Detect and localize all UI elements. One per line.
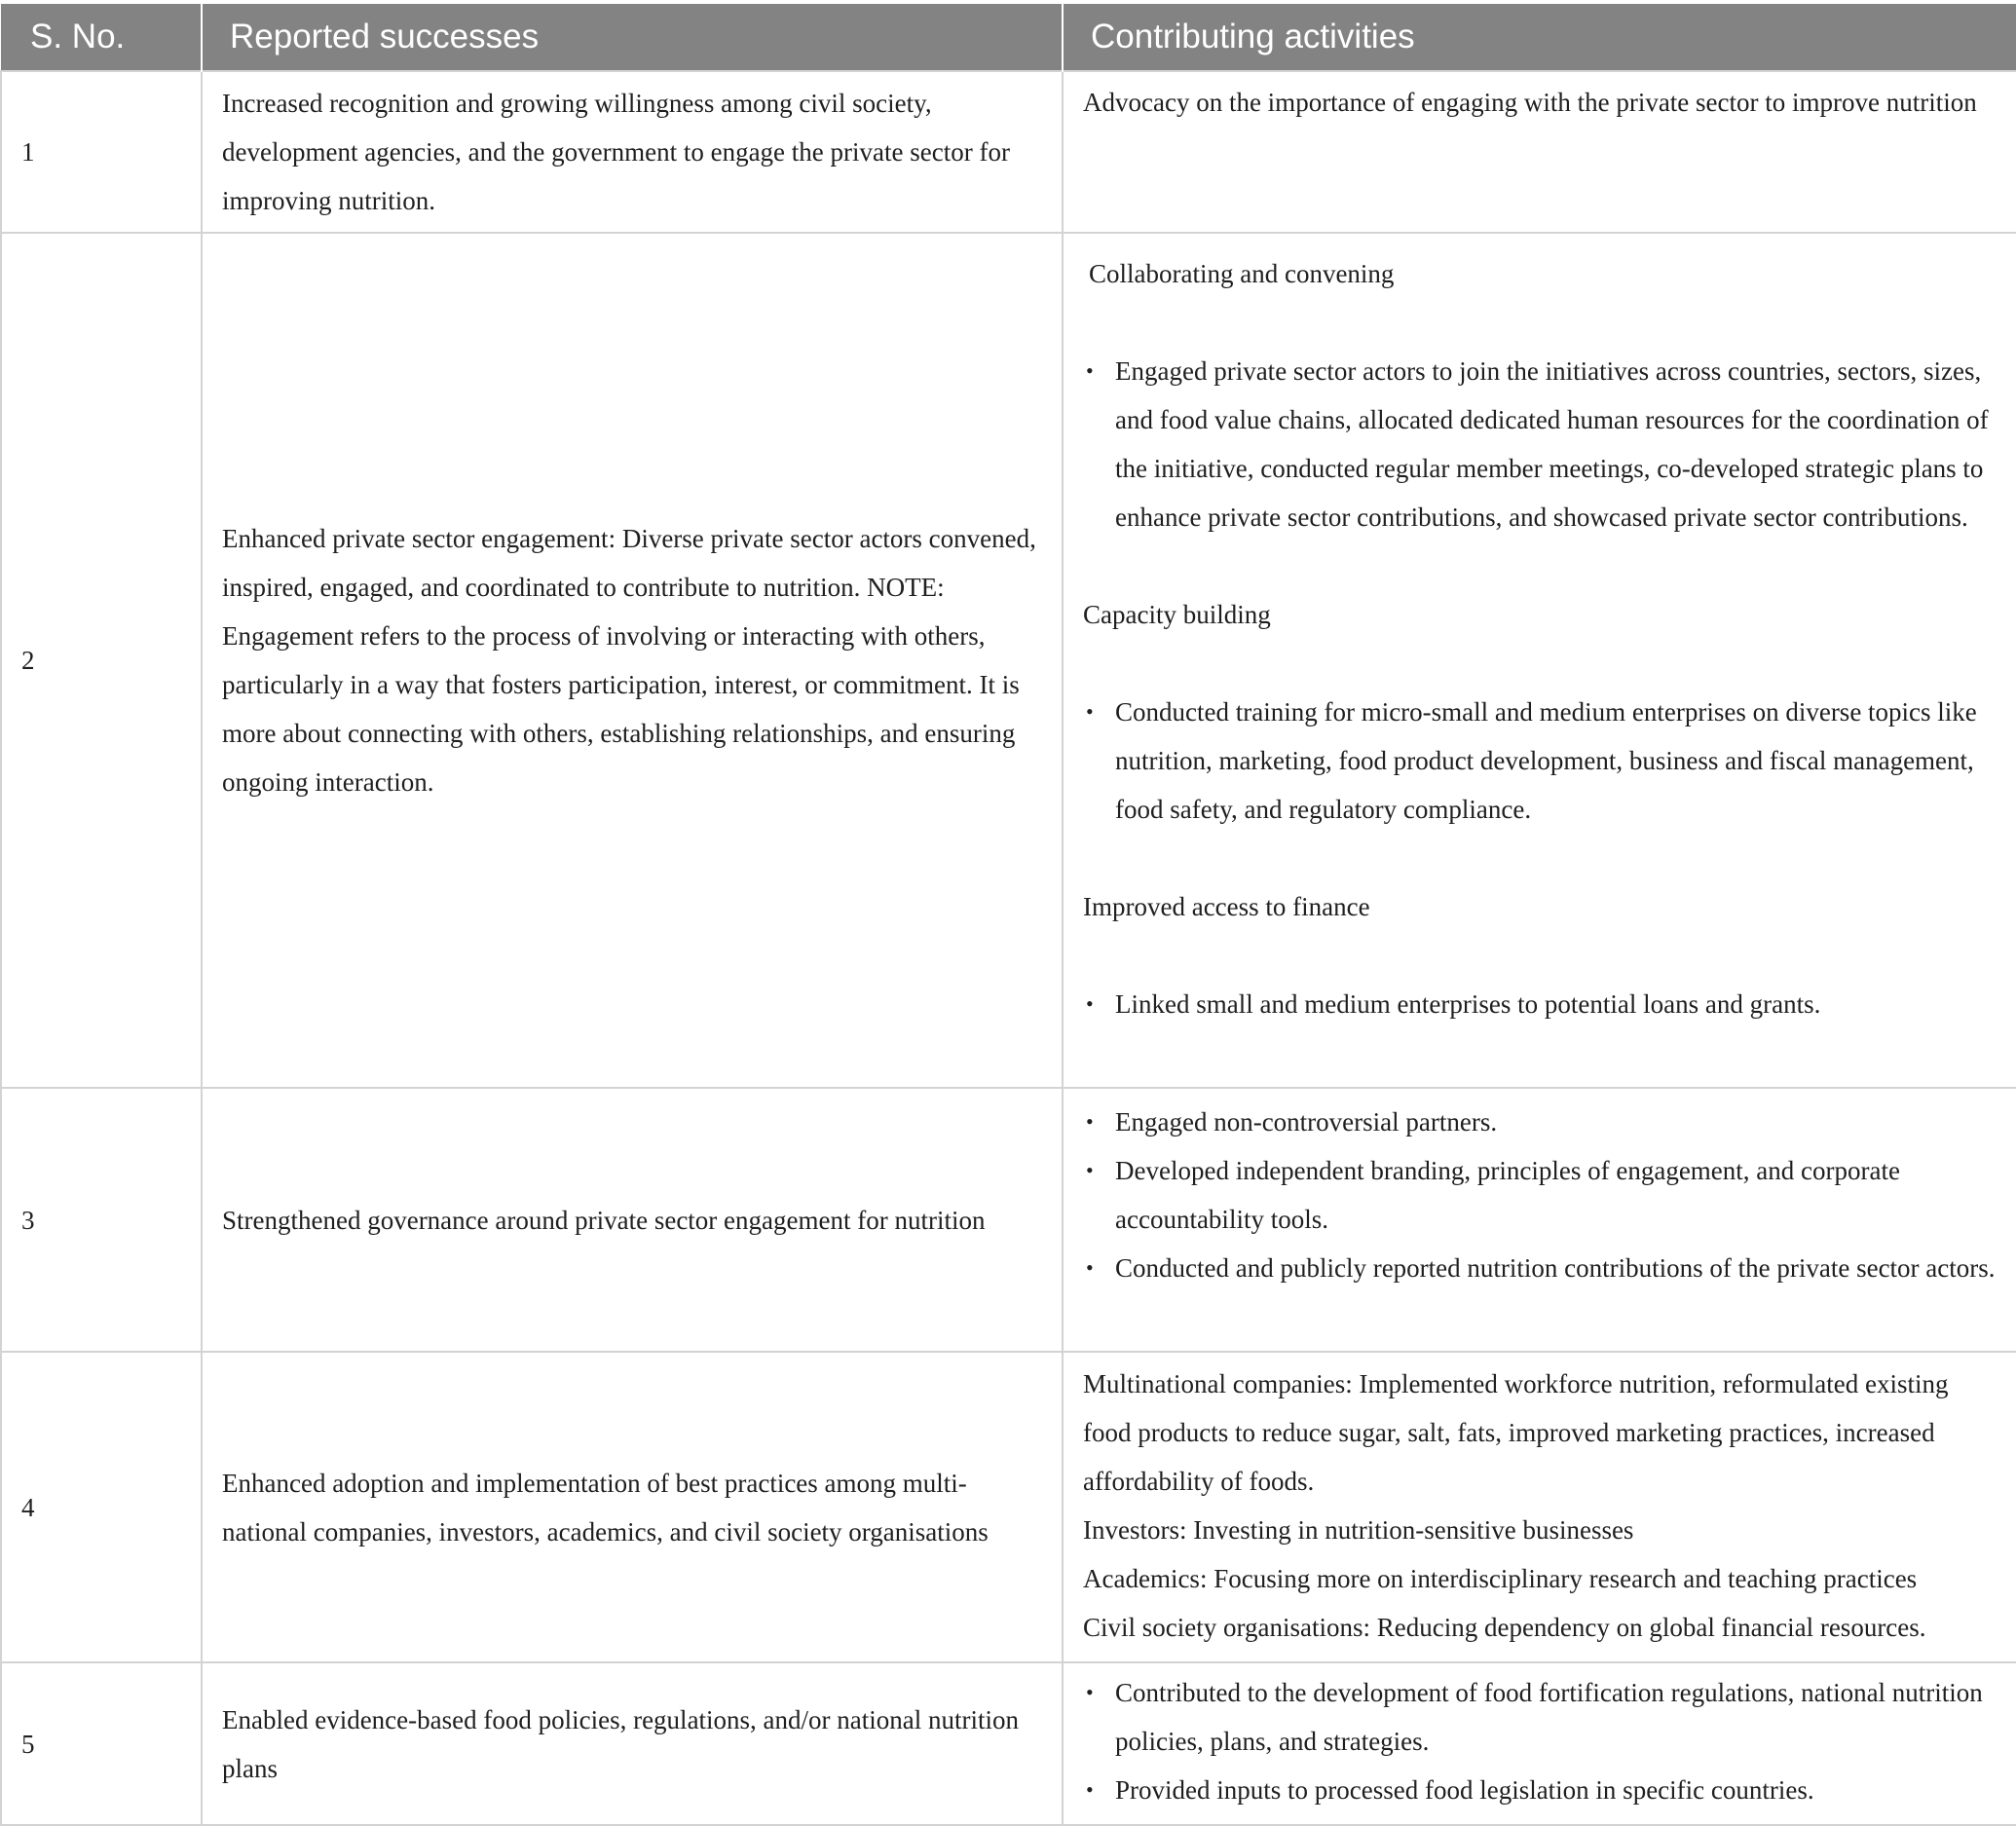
successes-table bbox=[0, 4, 2016, 1826]
row-number: 5 bbox=[1, 1662, 202, 1825]
row-number: 4 bbox=[1, 1352, 202, 1662]
table-row-2 bbox=[1, 233, 2016, 1088]
activity-bullet-list bbox=[1083, 1668, 1997, 1814]
header-row bbox=[1, 4, 2016, 71]
bullet-icon: • bbox=[1086, 699, 1094, 724]
activity-bullet-list bbox=[1083, 980, 1997, 1028]
activity-subheading: Improved access to finance bbox=[1083, 892, 1370, 921]
bullet-icon: • bbox=[1086, 358, 1094, 383]
contributing-activity bbox=[1063, 1352, 2016, 1662]
row-number: 3 bbox=[1, 1088, 202, 1352]
activity-bullet-list bbox=[1083, 688, 1997, 834]
bullet-icon: • bbox=[1086, 991, 1094, 1016]
contributing-activity bbox=[1063, 1662, 2016, 1825]
bullet-icon: • bbox=[1086, 1255, 1094, 1280]
contributing-activity bbox=[1063, 71, 2016, 233]
activity-line: Civil society organisations: Reducing dependency on global financial resources. bbox=[1083, 1613, 1926, 1642]
header-reported-successes: Reported successes bbox=[202, 4, 1063, 71]
activity-subheading: Capacity building bbox=[1083, 600, 1271, 629]
list-item: • Engaged private sector actors to join the initiatives across countries, sectors, sizes, and food value chains, allocated dedicated human resources for the coordination of the initiative, conducted regular member meetings, co-developed strategic plans to enhance private sector contributions, and showcased private sector contributions. bbox=[1083, 347, 1997, 541]
activity-bullet-list bbox=[1083, 347, 1997, 541]
header-sno: S. No. bbox=[1, 4, 202, 71]
activity-text: Advocacy on the importance of engaging with the private sector to improve nutrition bbox=[1083, 88, 1977, 117]
reported-success: Strengthened governance around private sector engagement for nutrition bbox=[202, 1088, 1063, 1352]
list-item: • Engaged non-controversial partners. bbox=[1083, 1098, 1997, 1146]
reported-success: Enhanced private sector engagement: Diverse private sector actors convened, inspired, engaged, and coordinated to contribute to nutrition. NOTE: Engagement refers to the process of involving or interacting with others, particularly in a way that fosters participation, interest, or commitment. It is more about connecting with others, establishing relationships, and ensuring ongoing interaction. bbox=[202, 233, 1063, 1088]
bullet-icon: • bbox=[1086, 1109, 1094, 1134]
list-item: • Linked small and medium enterprises to potential loans and grants. bbox=[1083, 980, 1997, 1028]
list-item: • Provided inputs to processed food legislation in specific countries. bbox=[1083, 1766, 1997, 1814]
reported-success: Enabled evidence-based food policies, regulations, and/or national nutrition plans bbox=[202, 1662, 1063, 1825]
bullet-icon: • bbox=[1086, 1777, 1094, 1802]
bullet-icon: • bbox=[1086, 1158, 1094, 1182]
contributing-activity bbox=[1063, 1088, 2016, 1352]
table-row-5 bbox=[1, 1662, 2016, 1825]
table-row-3 bbox=[1, 1088, 2016, 1352]
table-row-1 bbox=[1, 71, 2016, 233]
activity-bullet-list bbox=[1083, 1098, 1997, 1292]
table-row-4 bbox=[1, 1352, 2016, 1662]
list-item: • Contributed to the development of food fortification regulations, national nutrition policies, plans, and strategies. bbox=[1083, 1668, 1997, 1766]
activity-subheading: Collaborating and convening bbox=[1089, 259, 1395, 288]
row-number: 1 bbox=[1, 71, 202, 233]
list-item: • Conducted and publicly reported nutrition contributions of the private sector actors. bbox=[1083, 1244, 1997, 1292]
activity-line: Academics: Focusing more on interdisciplinary research and teaching practices bbox=[1083, 1564, 1918, 1593]
reported-success: Enhanced adoption and implementation of best practices among multi-national companies, investors, academics, and civil society organisations bbox=[202, 1352, 1063, 1662]
activity-line: Investors: Investing in nutrition-sensitive businesses bbox=[1083, 1515, 1634, 1545]
list-item: • Conducted training for micro-small and medium enterprises on diverse topics like nutrition, marketing, food product development, business and fiscal management, food safety, and regulatory compliance. bbox=[1083, 688, 1997, 834]
reported-success: Increased recognition and growing willingness among civil society, development agencies, and the government to engage the private sector for improving nutrition. bbox=[202, 71, 1063, 233]
contributing-activity bbox=[1063, 233, 2016, 1088]
list-item: • Developed independent branding, principles of engagement, and corporate accountability tools. bbox=[1083, 1146, 1997, 1244]
header-contributing-activities: Contributing activities bbox=[1063, 4, 2016, 71]
activity-line: Multinational companies: Implemented workforce nutrition, reformulated existing food products to reduce sugar, salt, fats, improved marketing practices, increased affordability of foods. bbox=[1083, 1369, 1949, 1496]
bullet-icon: • bbox=[1086, 1680, 1094, 1704]
row-number: 2 bbox=[1, 233, 202, 1088]
